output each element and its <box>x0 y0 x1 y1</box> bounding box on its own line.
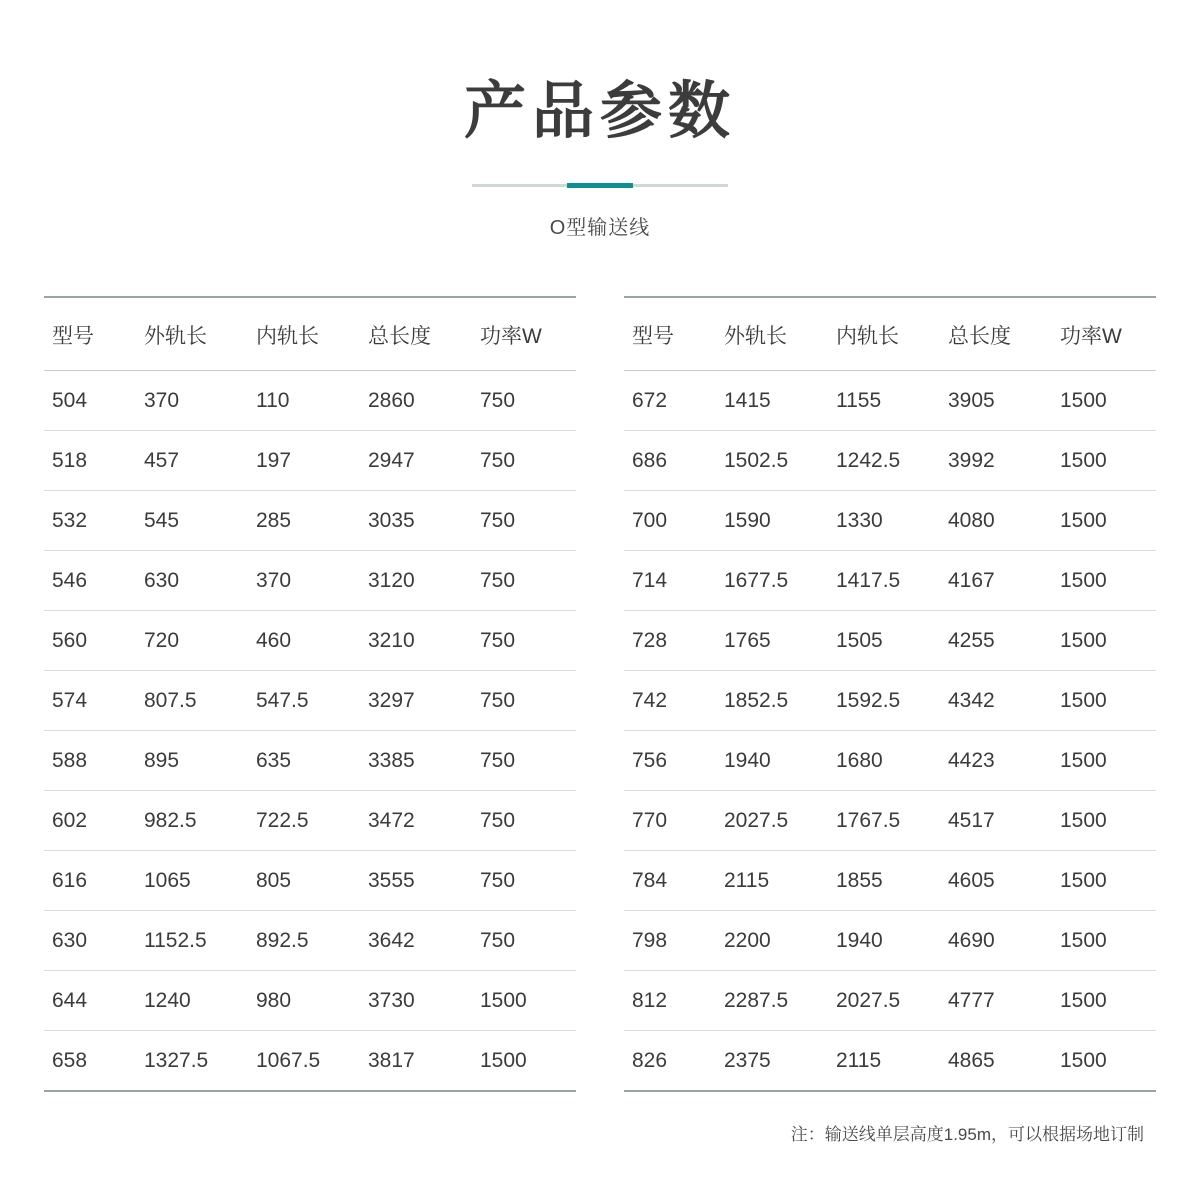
cell-total-length: 3297 <box>368 671 480 731</box>
cell-inner-rail: 1855 <box>836 851 948 911</box>
cell-total-length: 4255 <box>948 611 1060 671</box>
cell-model: 798 <box>624 911 724 971</box>
table-header-row <box>624 297 1156 371</box>
cell-model: 714 <box>624 551 724 611</box>
cell-inner-rail: 1067.5 <box>256 1031 368 1092</box>
cell-inner-rail: 805 <box>256 851 368 911</box>
cell-model: 826 <box>624 1031 724 1092</box>
cell-total-length: 3992 <box>948 431 1060 491</box>
column-header-model: 型号 <box>44 297 144 371</box>
cell-total-length: 4167 <box>948 551 1060 611</box>
cell-power: 1500 <box>1060 671 1156 731</box>
cell-model: 658 <box>44 1031 144 1092</box>
cell-model: 546 <box>44 551 144 611</box>
cell-inner-rail: 1417.5 <box>836 551 948 611</box>
cell-total-length: 3385 <box>368 731 480 791</box>
table-row <box>44 851 576 911</box>
cell-inner-rail: 1242.5 <box>836 431 948 491</box>
cell-total-length: 4777 <box>948 971 1060 1031</box>
cell-total-length: 2947 <box>368 431 480 491</box>
cell-model: 616 <box>44 851 144 911</box>
table-row <box>44 671 576 731</box>
cell-outer-rail: 1502.5 <box>724 431 836 491</box>
table-row <box>624 971 1156 1031</box>
cell-outer-rail: 895 <box>144 731 256 791</box>
cell-model: 770 <box>624 791 724 851</box>
cell-power: 750 <box>480 431 576 491</box>
cell-inner-rail: 547.5 <box>256 671 368 731</box>
cell-model: 630 <box>44 911 144 971</box>
table-row <box>624 551 1156 611</box>
table-row <box>44 911 576 971</box>
footnote: 注：输送线单层高度1.95m，可以根据场地订制 <box>790 1125 1144 1145</box>
cell-outer-rail: 2115 <box>724 851 836 911</box>
cell-model: 588 <box>44 731 144 791</box>
cell-inner-rail: 1940 <box>836 911 948 971</box>
parameter-table-left <box>44 296 576 1092</box>
cell-model: 700 <box>624 491 724 551</box>
table-row <box>624 431 1156 491</box>
cell-outer-rail: 1590 <box>724 491 836 551</box>
cell-model: 560 <box>44 611 144 671</box>
cell-power: 1500 <box>1060 791 1156 851</box>
cell-inner-rail: 980 <box>256 971 368 1031</box>
table-row <box>624 671 1156 731</box>
page-title: 产品参数 <box>463 77 736 146</box>
cell-outer-rail: 2027.5 <box>724 791 836 851</box>
cell-power: 750 <box>480 611 576 671</box>
table-row <box>44 611 576 671</box>
cell-model: 742 <box>624 671 724 731</box>
cell-model: 672 <box>624 371 724 431</box>
cell-model: 518 <box>44 431 144 491</box>
cell-total-length: 4690 <box>948 911 1060 971</box>
cell-power: 1500 <box>480 1031 576 1092</box>
cell-outer-rail: 545 <box>144 491 256 551</box>
table-row <box>624 1031 1156 1092</box>
cell-power: 1500 <box>1060 731 1156 791</box>
cell-outer-rail: 720 <box>144 611 256 671</box>
cell-outer-rail: 1152.5 <box>144 911 256 971</box>
table-row <box>44 971 576 1031</box>
cell-inner-rail: 460 <box>256 611 368 671</box>
cell-outer-rail: 2287.5 <box>724 971 836 1031</box>
cell-inner-rail: 1592.5 <box>836 671 948 731</box>
cell-total-length: 4517 <box>948 791 1060 851</box>
table-row <box>44 431 576 491</box>
table-row <box>44 791 576 851</box>
cell-outer-rail: 1852.5 <box>724 671 836 731</box>
table-row <box>624 791 1156 851</box>
cell-power: 750 <box>480 851 576 911</box>
cell-power: 750 <box>480 491 576 551</box>
divider-accent <box>567 183 633 188</box>
table-row <box>44 1031 576 1092</box>
cell-inner-rail: 197 <box>256 431 368 491</box>
table-row <box>624 611 1156 671</box>
table-row <box>624 731 1156 791</box>
cell-total-length: 3035 <box>368 491 480 551</box>
cell-outer-rail: 370 <box>144 371 256 431</box>
table-row <box>624 491 1156 551</box>
cell-inner-rail: 110 <box>256 371 368 431</box>
cell-outer-rail: 982.5 <box>144 791 256 851</box>
cell-total-length: 3905 <box>948 371 1060 431</box>
cell-model: 602 <box>44 791 144 851</box>
column-header-power: 功率W <box>480 297 576 371</box>
column-header-model: 型号 <box>624 297 724 371</box>
cell-power: 750 <box>480 731 576 791</box>
cell-total-length: 4080 <box>948 491 1060 551</box>
table-row <box>624 371 1156 431</box>
cell-power: 750 <box>480 791 576 851</box>
cell-power: 750 <box>480 911 576 971</box>
cell-power: 1500 <box>1060 491 1156 551</box>
cell-power: 750 <box>480 671 576 731</box>
cell-inner-rail: 370 <box>256 551 368 611</box>
cell-model: 532 <box>44 491 144 551</box>
cell-outer-rail: 1327.5 <box>144 1031 256 1092</box>
cell-model: 574 <box>44 671 144 731</box>
page-subtitle: O型输送线 <box>549 217 651 240</box>
cell-total-length: 3555 <box>368 851 480 911</box>
column-header-total-length: 总长度 <box>948 297 1060 371</box>
cell-outer-rail: 807.5 <box>144 671 256 731</box>
cell-model: 784 <box>624 851 724 911</box>
cell-outer-rail: 457 <box>144 431 256 491</box>
cell-inner-rail: 892.5 <box>256 911 368 971</box>
cell-inner-rail: 2027.5 <box>836 971 948 1031</box>
cell-power: 1500 <box>1060 371 1156 431</box>
column-header-power: 功率W <box>1060 297 1156 371</box>
table-row <box>44 371 576 431</box>
table-row <box>624 851 1156 911</box>
cell-model: 644 <box>44 971 144 1031</box>
cell-model: 686 <box>624 431 724 491</box>
cell-inner-rail: 635 <box>256 731 368 791</box>
cell-power: 1500 <box>1060 611 1156 671</box>
cell-inner-rail: 2115 <box>836 1031 948 1092</box>
cell-outer-rail: 1940 <box>724 731 836 791</box>
cell-total-length: 2860 <box>368 371 480 431</box>
cell-total-length: 3817 <box>368 1031 480 1092</box>
title-divider <box>0 184 1200 187</box>
cell-inner-rail: 1767.5 <box>836 791 948 851</box>
table-row <box>44 551 576 611</box>
table-row <box>44 491 576 551</box>
cell-inner-rail: 285 <box>256 491 368 551</box>
cell-outer-rail: 630 <box>144 551 256 611</box>
cell-power: 1500 <box>1060 911 1156 971</box>
cell-inner-rail: 1505 <box>836 611 948 671</box>
cell-power: 1500 <box>1060 851 1156 911</box>
table-row <box>624 911 1156 971</box>
cell-outer-rail: 2375 <box>724 1031 836 1092</box>
cell-total-length: 4605 <box>948 851 1060 911</box>
cell-total-length: 3210 <box>368 611 480 671</box>
cell-power: 1500 <box>1060 551 1156 611</box>
divider-line <box>472 184 728 187</box>
cell-model: 756 <box>624 731 724 791</box>
cell-total-length: 3642 <box>368 911 480 971</box>
parameter-table-right <box>624 296 1156 1092</box>
cell-outer-rail: 1415 <box>724 371 836 431</box>
cell-inner-rail: 1155 <box>836 371 948 431</box>
cell-inner-rail: 722.5 <box>256 791 368 851</box>
column-header-outer-rail: 外轨长 <box>144 297 256 371</box>
parameter-tables <box>0 296 1200 1092</box>
cell-model: 504 <box>44 371 144 431</box>
cell-total-length: 4342 <box>948 671 1060 731</box>
cell-total-length: 3120 <box>368 551 480 611</box>
cell-total-length: 4423 <box>948 731 1060 791</box>
cell-model: 728 <box>624 611 724 671</box>
cell-power: 750 <box>480 371 576 431</box>
cell-total-length: 3472 <box>368 791 480 851</box>
cell-power: 1500 <box>480 971 576 1031</box>
cell-outer-rail: 2200 <box>724 911 836 971</box>
table-row <box>44 731 576 791</box>
cell-power: 1500 <box>1060 431 1156 491</box>
cell-inner-rail: 1680 <box>836 731 948 791</box>
table-header-row <box>44 297 576 371</box>
cell-outer-rail: 1765 <box>724 611 836 671</box>
cell-outer-rail: 1240 <box>144 971 256 1031</box>
cell-power: 1500 <box>1060 1031 1156 1092</box>
column-header-inner-rail: 内轨长 <box>836 297 948 371</box>
cell-power: 750 <box>480 551 576 611</box>
column-header-total-length: 总长度 <box>368 297 480 371</box>
column-header-inner-rail: 内轨长 <box>256 297 368 371</box>
cell-total-length: 3730 <box>368 971 480 1031</box>
cell-inner-rail: 1330 <box>836 491 948 551</box>
cell-outer-rail: 1677.5 <box>724 551 836 611</box>
cell-outer-rail: 1065 <box>144 851 256 911</box>
cell-model: 812 <box>624 971 724 1031</box>
cell-total-length: 4865 <box>948 1031 1060 1092</box>
column-header-outer-rail: 外轨长 <box>724 297 836 371</box>
cell-power: 1500 <box>1060 971 1156 1031</box>
